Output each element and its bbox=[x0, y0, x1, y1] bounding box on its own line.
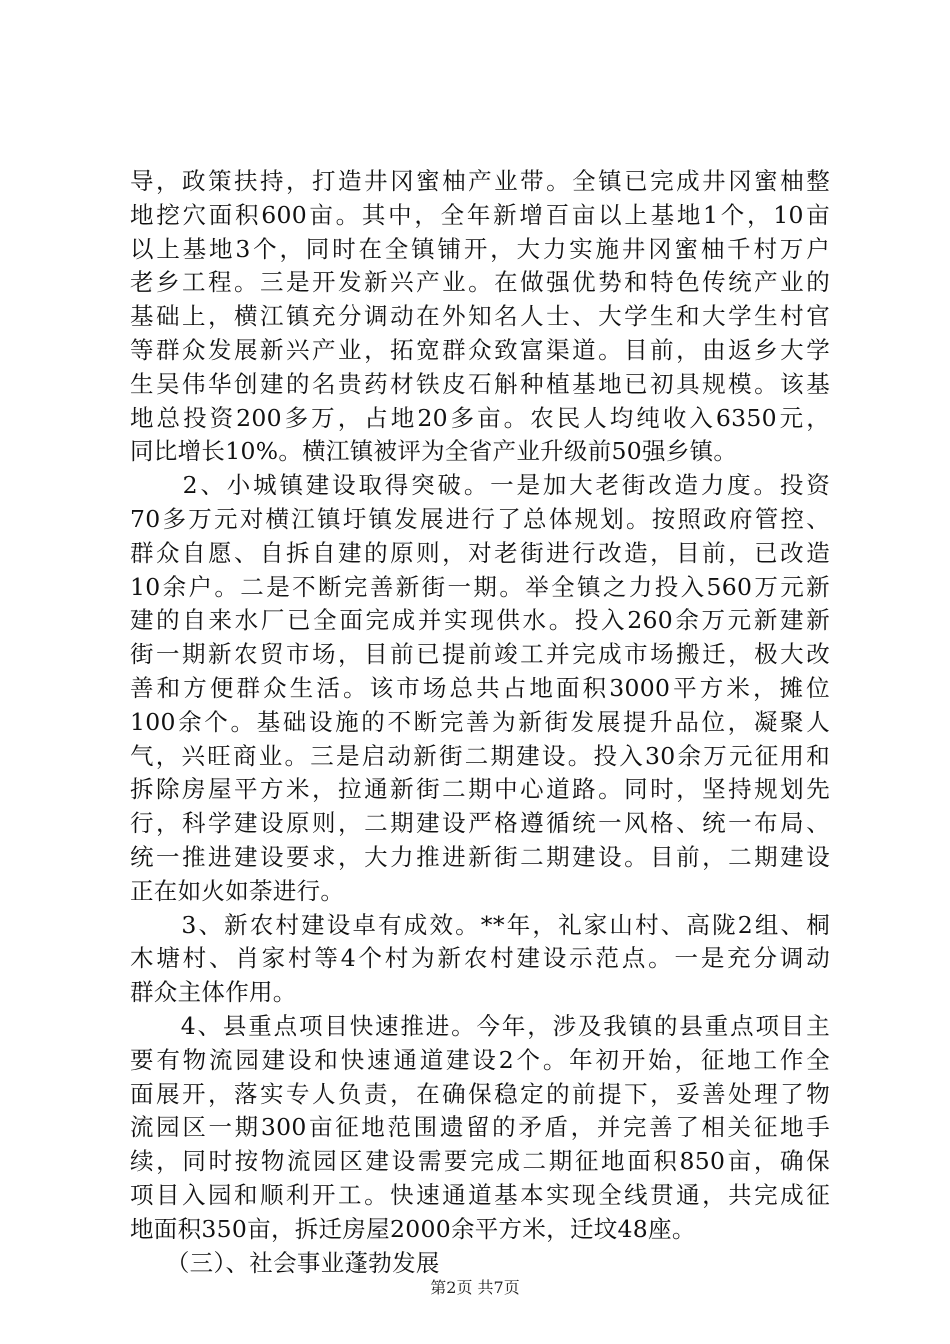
text-line: 木塘村、肖家村等4个村为新农村建设示范点。一是充分调动 bbox=[130, 944, 830, 973]
text-line: 地挖穴面积600亩。其中，全年新增百亩以上基地1个，10亩 bbox=[130, 200, 830, 229]
text-line: 正在如火如荼进行。 bbox=[130, 876, 345, 905]
text-line: 行，科学建设原则，二期建设严格遵循统一风格、统一布局、 bbox=[130, 809, 830, 838]
text-line: 地面积350亩，拆迁房屋2000余平方米，迁坟48座。 bbox=[130, 1214, 696, 1243]
text-line: 流园区一期300亩征地范围遗留的矛盾，并完善了相关征地手 bbox=[130, 1113, 830, 1142]
text-line: 2、小城镇建设取得突破。一是加大老街改造力度。投资 bbox=[130, 471, 830, 500]
text-line: 气，兴旺商业。三是启动新街二期建设。投入30余万元征用和 bbox=[130, 741, 830, 770]
text-line: 10余户。二是不断完善新街一期。举全镇之力投入560万元新 bbox=[130, 572, 830, 601]
text-line: 等群众发展新兴产业，拓宽群众致富渠道。目前，由返乡大学 bbox=[130, 335, 830, 364]
text-line: 100余个。基础设施的不断完善为新街发展提升品位，凝聚人 bbox=[130, 707, 830, 736]
text-line: 拆除房屋平方米，拉通新街二期中心道路。同时，坚持规划先 bbox=[130, 775, 830, 804]
text-line: 3、新农村建设卓有成效。**年，礼家山村、高陇2组、桐 bbox=[130, 910, 830, 939]
text-line: 老乡工程。三是开发新兴产业。在做强优势和特色传统产业的 bbox=[130, 268, 830, 297]
text-line: 群众自愿、自拆自建的原则，对老街进行改造，目前，已改造 bbox=[130, 538, 830, 567]
text-line: 续，同时按物流园区建设需要完成二期征地面积850亩，确保 bbox=[130, 1147, 830, 1176]
text-line: 70多万元对横江镇圩镇发展进行了总体规划。按照政府管控、 bbox=[130, 504, 830, 533]
text-line: 善和方便群众生活。该市场总共占地面积3000平方米，摊位 bbox=[130, 673, 830, 702]
text-line: 项目入园和顺利开工。快速通道基本实现全线贯通，共完成征 bbox=[130, 1180, 830, 1209]
text-line: 导，政策扶持，打造井冈蜜柚产业带。全镇已完成井冈蜜柚整 bbox=[130, 167, 830, 195]
text-line: （三）、社会事业蓬勃发展 bbox=[130, 1248, 440, 1277]
document-body bbox=[130, 165, 830, 1280]
text-line: 街一期新农贸市场，目前已提前竣工并完成市场搬迁，极大改 bbox=[130, 640, 830, 669]
text-line: 基础上，横江镇充分调动在外知名人士、大学生和大学生村官 bbox=[130, 302, 830, 331]
text-line: 生吴伟华创建的名贵药材铁皮石斛种植基地已初具规模。该基 bbox=[130, 369, 830, 398]
text-line: 建的自来水厂已全面完成并实现供水。投入260余万元新建新 bbox=[130, 606, 830, 635]
text-line: 群众主体作用。 bbox=[130, 978, 297, 1007]
text-line: 以上基地3个，同时在全镇铺开，大力实施井冈蜜柚千村万户 bbox=[130, 234, 830, 263]
page-footer: 第2页 共7页 bbox=[430, 1278, 520, 1297]
text-line: 面展开，落实专人负责，在确保稳定的前提下，妥善处理了物 bbox=[130, 1079, 830, 1108]
text-line: 地总投资200多万，占地20多亩。农民人均纯收入6350元， bbox=[130, 403, 830, 432]
text-line: 统一推进建设要求，大力推进新街二期建设。目前，二期建设 bbox=[130, 842, 830, 871]
text-line: 4、县重点项目快速推进。今年，涉及我镇的县重点项目主 bbox=[130, 1011, 830, 1040]
text-line: 同比增长10%。横江镇被评为全省产业升级前50强乡镇。 bbox=[130, 437, 738, 466]
text-line: 要有物流园建设和快速通道建设2个。年初开始，征地工作全 bbox=[130, 1045, 830, 1074]
